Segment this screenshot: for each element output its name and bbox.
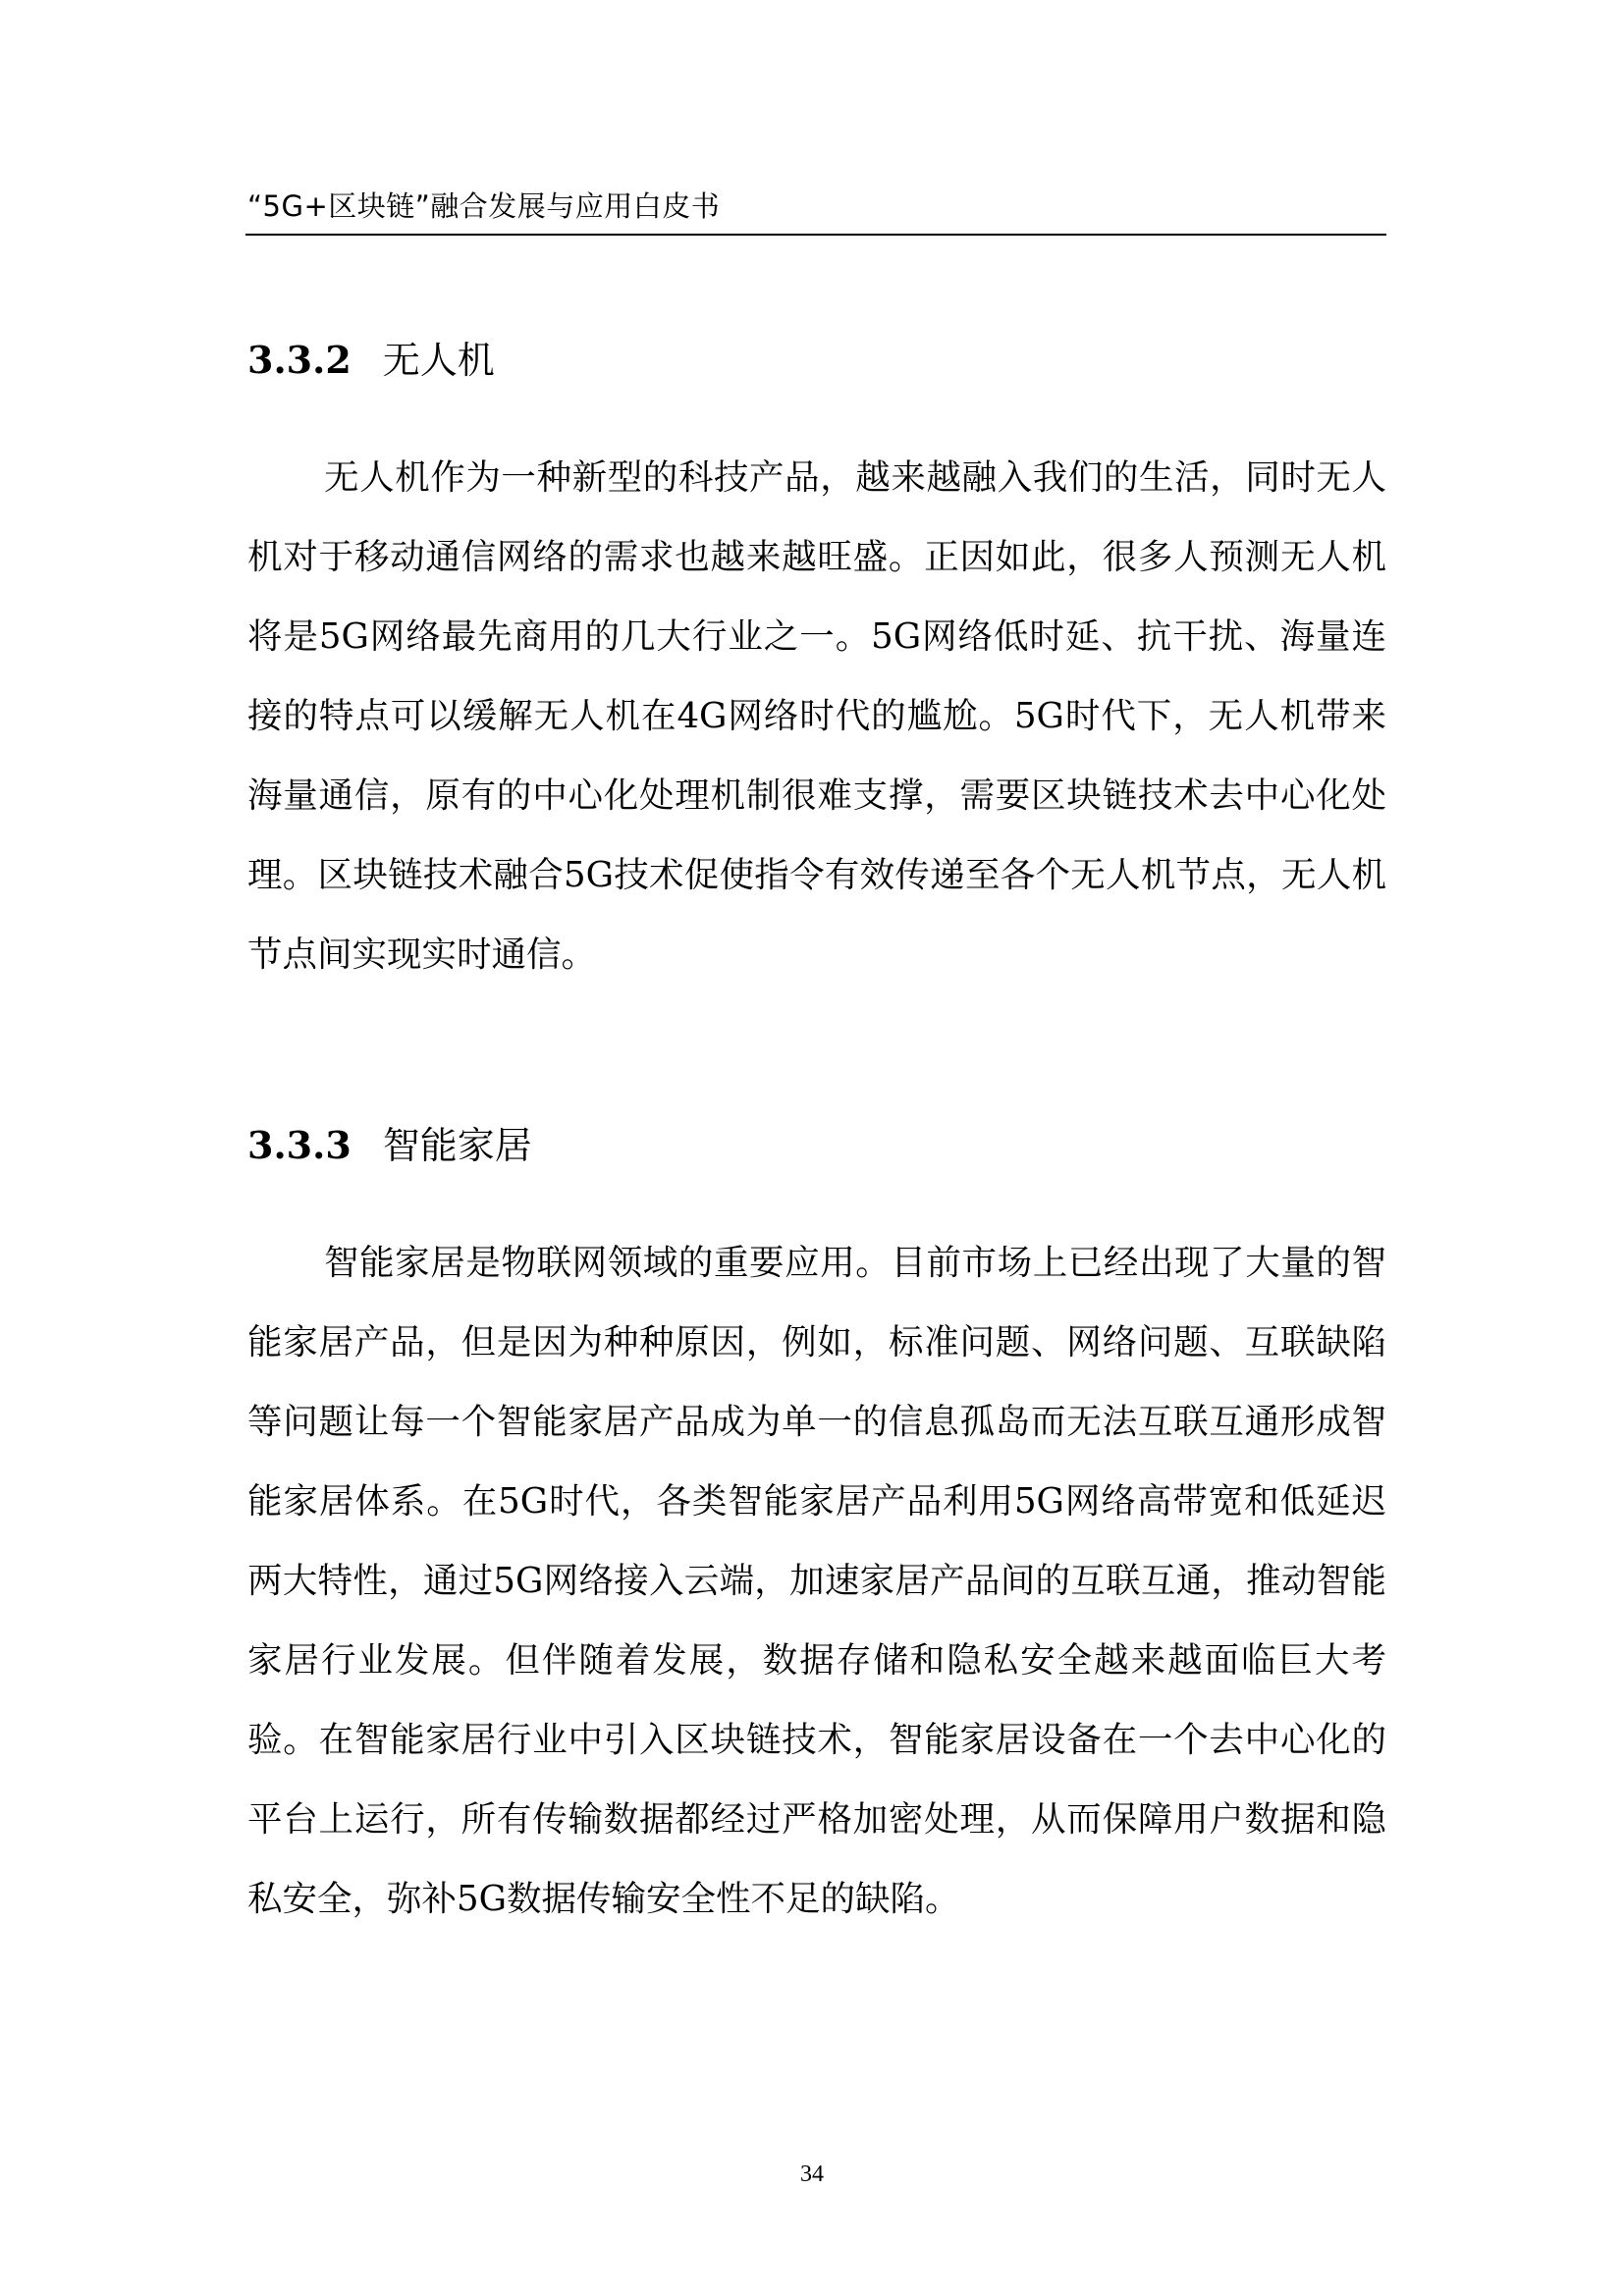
section-title: 智能家居 (382, 1124, 532, 1167)
header-divider (245, 234, 1386, 236)
paragraph-drones: 无人机作为一种新型的科技产品，越来越融入我们的生活，同时无人机对于移动通信网络的需求也越来越旺盛。正因如此，很多人预测无人机将是5G网络最先商用的几大行业之一。5G网络低时延、抗干扰、海量连接的特点可以缓解无人机在4G网络时代的尴尬。5G时代下，无人机带来海量通信，原有的中心化处理机制很难支撑，需要区块链技术去中心化处理。区块链技术融合5G技术促使指令有效传递至各个无人机节点，无人机节点间实现实时通信。 (247, 457, 1386, 975)
section-number: 3.3.2 (247, 338, 352, 382)
section-title: 无人机 (382, 339, 495, 382)
running-header: “5G+区块链”融合发展与应用白皮书 (247, 189, 721, 223)
page-number: 34 (800, 2162, 824, 2187)
section-heading-3-3-2 (247, 330, 495, 384)
section-heading-3-3-3 (247, 1115, 532, 1169)
paragraph-smart-home: 智能家居是物联网领域的重要应用。目前市场上已经出现了大量的智能家居产品，但是因为种种原因，例如，标准问题、网络问题、互联缺陷等问题让每一个智能家居产品成为单一的信息孤岛而无法互联互通形成智能家居体系。在5G时代，各类智能家居产品利用5G网络高带宽和低延迟两大特性，通过5G网络接入云端，加速家居产品间的互联互通，推动智能家居行业发展。但伴随着发展，数据存储和隐私安全越来越面临巨大考验。在智能家居行业中引入区块链技术，智能家居设备在一个去中心化的平台上运行，所有传输数据都经过严格加密处理，从而保障用户数据和隐私安全，弥补5G数据传输安全性不足的缺陷。 (247, 1243, 1386, 1919)
section-number: 3.3.3 (247, 1123, 352, 1167)
